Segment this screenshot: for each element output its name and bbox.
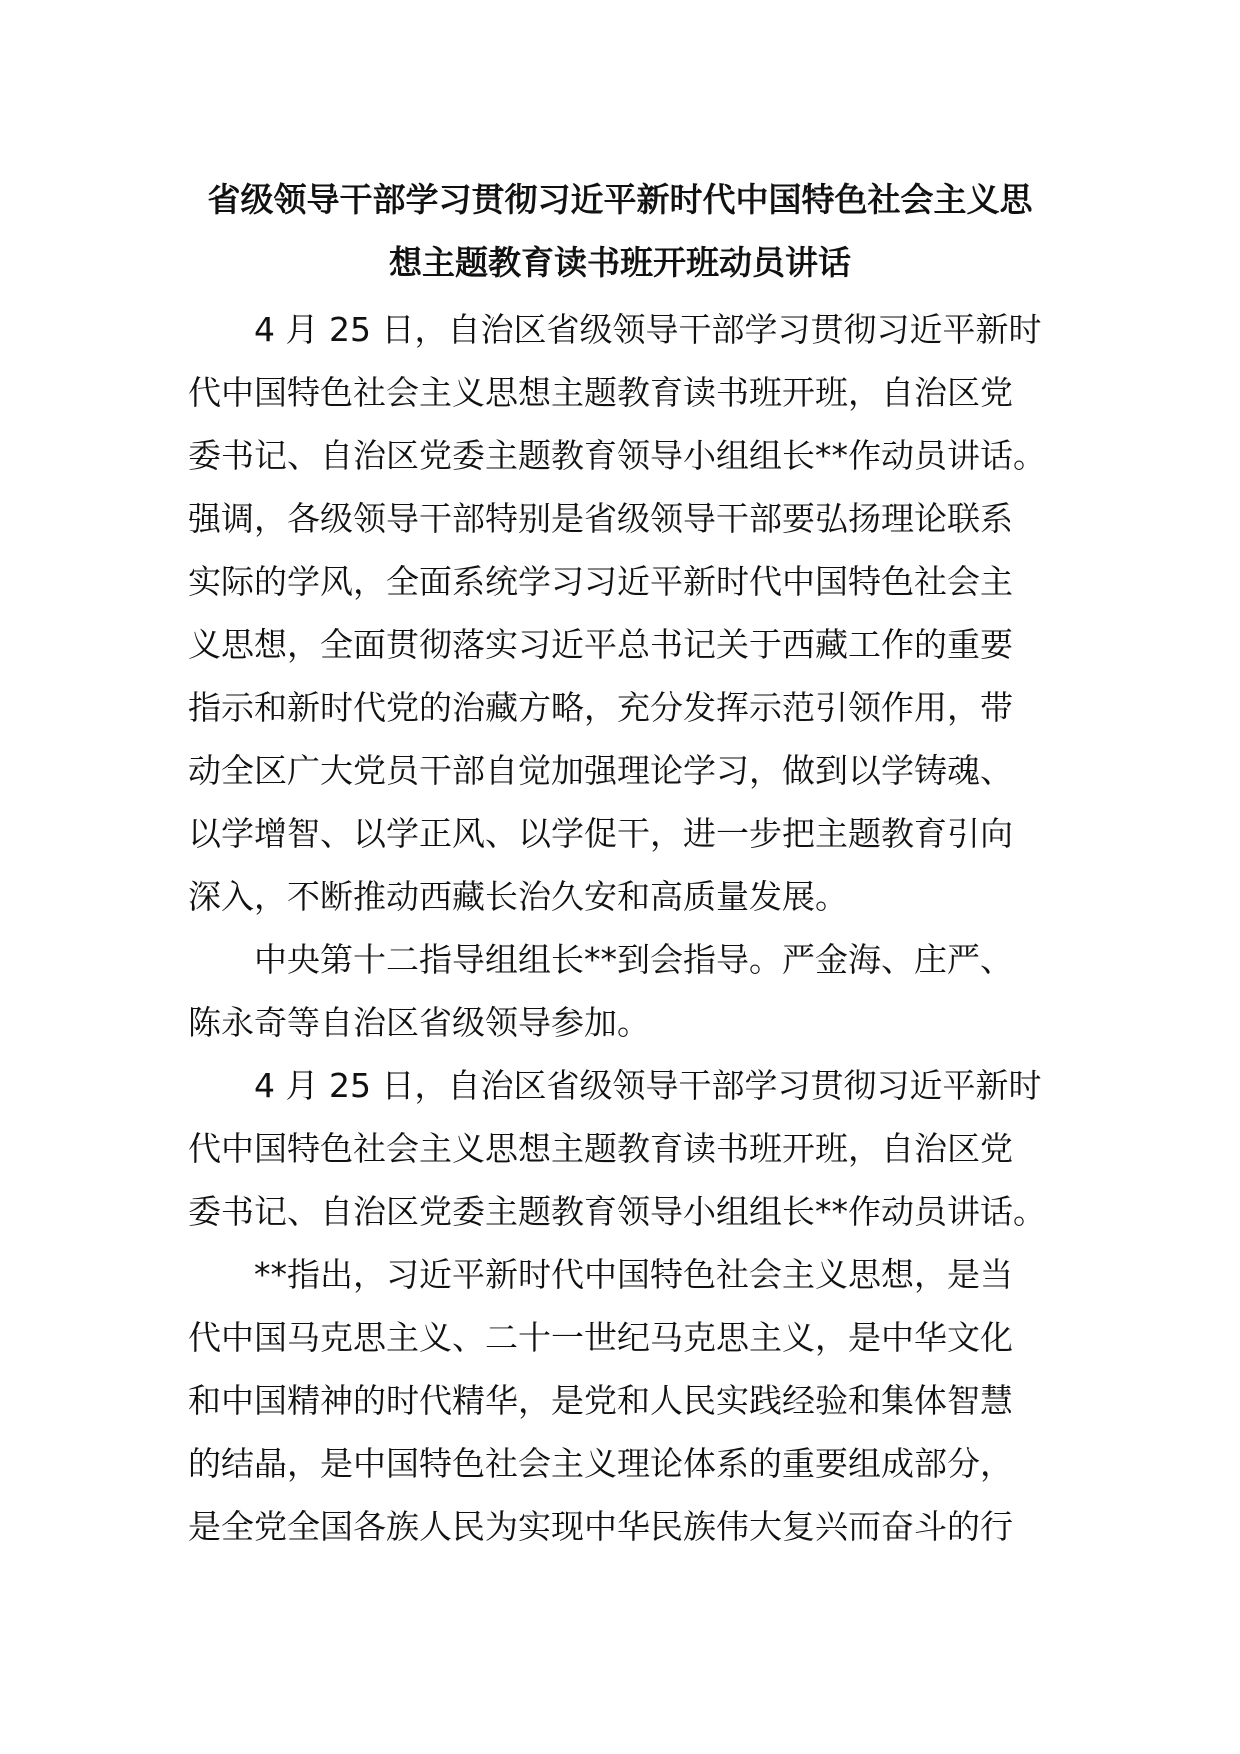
paragraph-line: 4 月 25 日，自治区省级领导干部学习贯彻习近平新时 <box>254 1066 1042 1105</box>
paragraph-line: 和中国精神的时代精华，是党和人民实践经验和集体智慧 <box>188 1381 1013 1420</box>
paragraph-line: 动全区广大党员干部自觉加强理论学习，做到以学铸魂、 <box>188 751 1013 790</box>
paragraph-line: 以学增智、以学正风、以学促干，进一步把主题教育引向 <box>188 814 1013 853</box>
paragraph-line: 代中国特色社会主义思想主题教育读书班开班，自治区党 <box>188 1129 1013 1168</box>
title-line: 想主题教育读书班开班动员讲话 <box>389 243 851 282</box>
paragraph-line: 委书记、自治区党委主题教育领导小组组长**作动员讲话。 <box>188 436 1046 475</box>
paragraph-line: 代中国马克思主义、二十一世纪马克思主义，是中华文化 <box>188 1318 1013 1357</box>
paragraph-line: 委书记、自治区党委主题教育领导小组组长**作动员讲话。 <box>188 1192 1046 1231</box>
document-title <box>150 168 1090 294</box>
paragraph-line: 指示和新时代党的治藏方略，充分发挥示范引领作用，带 <box>188 688 1013 727</box>
paragraph-line: 实际的学风，全面系统学习习近平新时代中国特色社会主 <box>188 562 1013 601</box>
paragraph-line: 陈永奇等自治区省级领导参加。 <box>188 1003 650 1042</box>
paragraph-line: **指出，习近平新时代中国特色社会主义思想，是当 <box>254 1255 1013 1294</box>
paragraph-line: 义思想，全面贯彻落实习近平总书记关于西藏工作的重要 <box>188 625 1013 664</box>
paragraph-line: 的结晶，是中国特色社会主义理论体系的重要组成部分， <box>188 1444 1013 1483</box>
paragraph-line: 中央第十二指导组组长**到会指导。严金海、庄严、 <box>254 940 1013 979</box>
paragraph-line: 深入，不断推动西藏长治久安和高质量发展。 <box>188 877 848 916</box>
paragraph-line: 是全党全国各族人民为实现中华民族伟大复兴而奋斗的行 <box>188 1507 1013 1546</box>
document-body <box>188 298 1068 1558</box>
paragraph-line: 强调，各级领导干部特别是省级领导干部要弘扬理论联系 <box>188 499 1013 538</box>
paragraph-line: 4 月 25 日，自治区省级领导干部学习贯彻习近平新时 <box>254 310 1042 349</box>
paragraph-line: 代中国特色社会主义思想主题教育读书班开班，自治区党 <box>188 373 1013 412</box>
title-line: 省级领导干部学习贯彻习近平新时代中国特色社会主义思 <box>207 180 1033 219</box>
